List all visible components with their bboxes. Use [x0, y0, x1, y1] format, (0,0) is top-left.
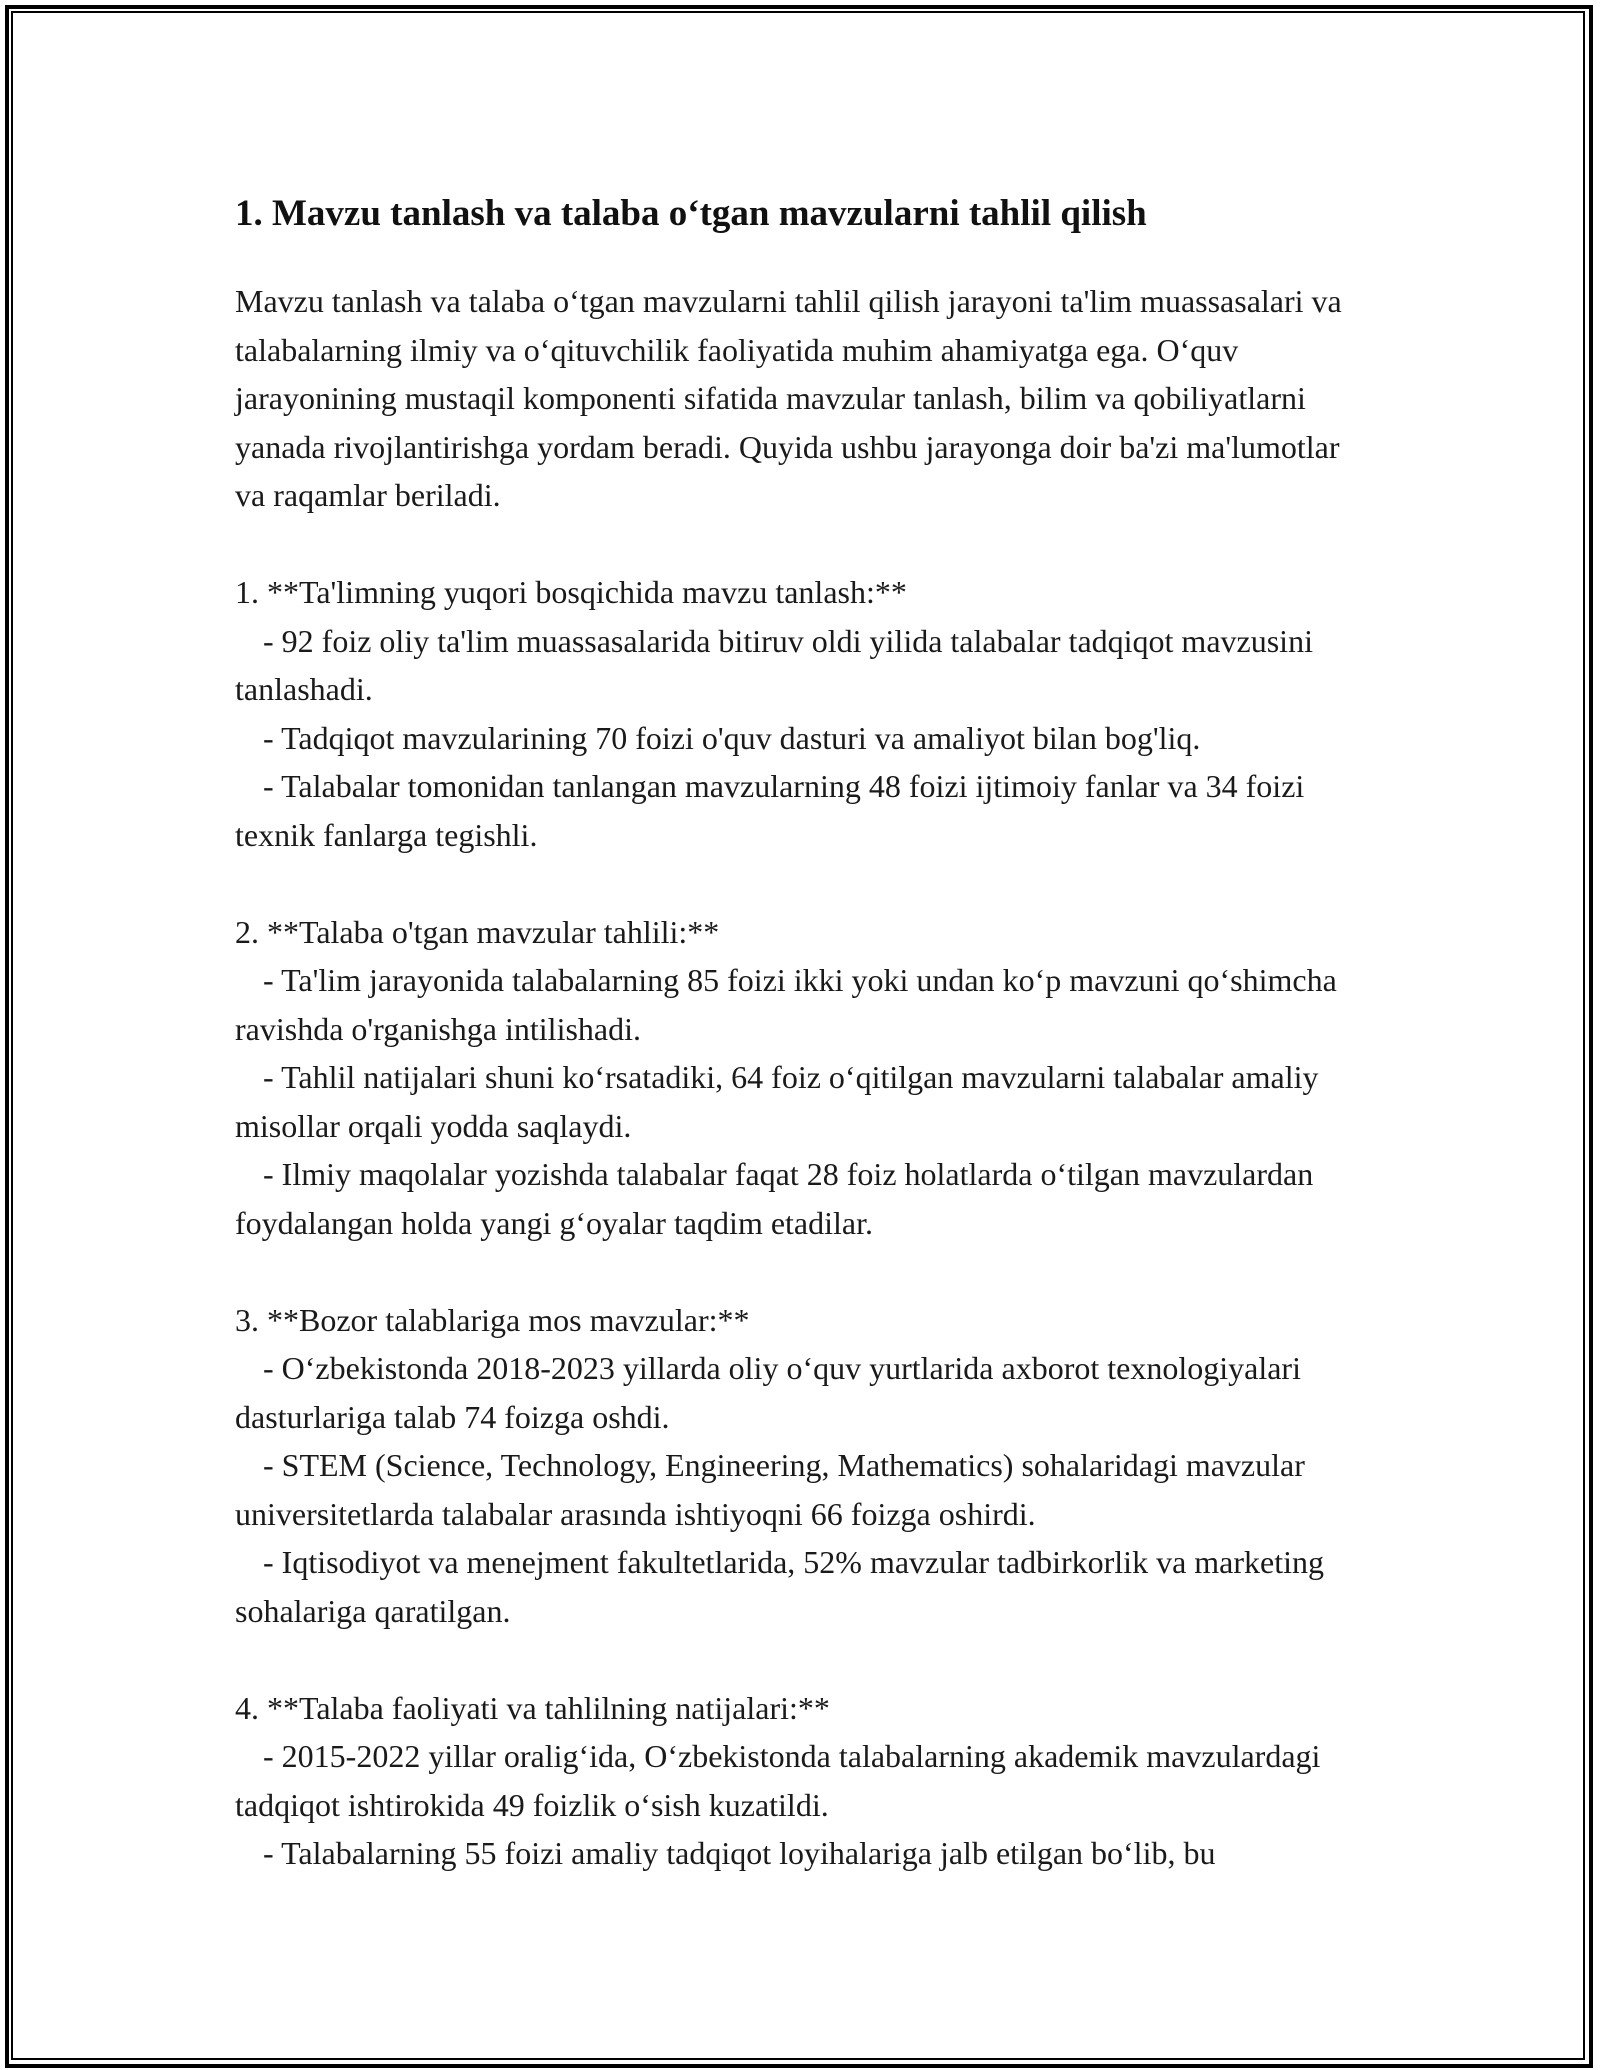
- bullet-item: - Tahlil natijalari shuni ko‘rsatadiki, 64 foiz o‘qitilgan mavzularni talabalar amaliy misollar orqali yodda saqlaydi.: [235, 1059, 1319, 1144]
- bullet-item: - Ilmiy maqolalar yozishda talabalar faqat 28 foiz holatlarda o‘tilgan mavzulardan foydalangan holda yangi g‘oyalar taqdim etadilar.: [235, 1156, 1314, 1241]
- bullet-item: - Tadqiqot mavzularining 70 foizi o'quv dasturi va amaliyot bilan bog'liq.: [263, 719, 1201, 756]
- section-heading: 1. **Ta'limning yuqori bosqichida mavzu tanlash:**: [235, 574, 907, 610]
- bullet-item: - Talabalarning 55 foizi amaliy tadqiqot loyihalariga jalb etilgan bo‘lib, bu: [263, 1835, 1216, 1871]
- section-3: [235, 1296, 1375, 1636]
- bullet-item: - 92 foiz oliy ta'lim muassasalarida bitiruv oldi yilida talabalar tadqiqot mavzusini tanlashadi.: [235, 622, 1313, 707]
- spacer: [235, 1635, 1375, 1684]
- section-1: [235, 568, 1375, 859]
- section-2: [235, 908, 1375, 1248]
- bullet-item: - O‘zbekistonda 2018-2023 yillarda oliy o‘quv yurtlarida axborot texnologiyalari dasturlariga talab 74 foizga oshdi.: [235, 1350, 1301, 1435]
- section-4: [235, 1684, 1375, 1878]
- spacer: [235, 1247, 1375, 1296]
- document-body: [235, 185, 1375, 1878]
- section-heading: 2. **Talaba o'tgan mavzular tahlili:**: [235, 913, 720, 950]
- bullet-item: - 2015-2022 yillar oralig‘ida, O‘zbekistonda talabalarning akademik mavzulardagi tadqiqot ishtirokida 49 foizlik o‘sish kuzatildi.: [235, 1738, 1321, 1823]
- intro-paragraph: Mavzu tanlash va talaba o‘tgan mavzularni tahlil qilish jarayoni ta'lim muassasalari va talabalarning ilmiy va o‘qituvchilik faoliyatida muhim ahamiyatga ega. O‘quv jarayonining mustaqil komponenti sifatida mavzular tanlash, bilim va qobiliyatlarni yanada rivojlantirishga yordam beradi. Quyida ushbu jarayonga doir ba'zi ma'lumotlar va raqamlar beriladi.: [235, 283, 1342, 513]
- section-heading: 3. **Bozor talablariga mos mavzular:**: [235, 1301, 750, 1338]
- bullet-item: - Iqtisodiyot va menejment fakultetlarida, 52% mavzular tadbirkorlik va marketing sohalariga qaratilgan.: [235, 1544, 1324, 1629]
- spacer: [235, 520, 1375, 569]
- bullet-item: - Ta'lim jarayonida talabalarning 85 foizi ikki yoki undan ko‘p mavzuni qo‘shimcha ravishda o'rganishga intilishadi.: [235, 962, 1337, 1047]
- section-heading: 4. **Talaba faoliyati va tahlilning natijalari:**: [235, 1689, 830, 1726]
- spacer: [235, 859, 1375, 908]
- document-title: 1. Mavzu tanlash va talaba o‘tgan mavzularni tahlil qilish: [235, 193, 1147, 234]
- bullet-item: - STEM (Science, Technology, Engineering, Mathematics) sohalaridagi mavzular universitetlarda talabalar arasında ishtiyoqni 66 foizga oshirdi.: [235, 1447, 1305, 1532]
- bullet-item: - Talabalar tomonidan tanlangan mavzularning 48 foizi ijtimoiy fanlar va 34 foizi texnik fanlarga tegishli.: [235, 768, 1305, 853]
